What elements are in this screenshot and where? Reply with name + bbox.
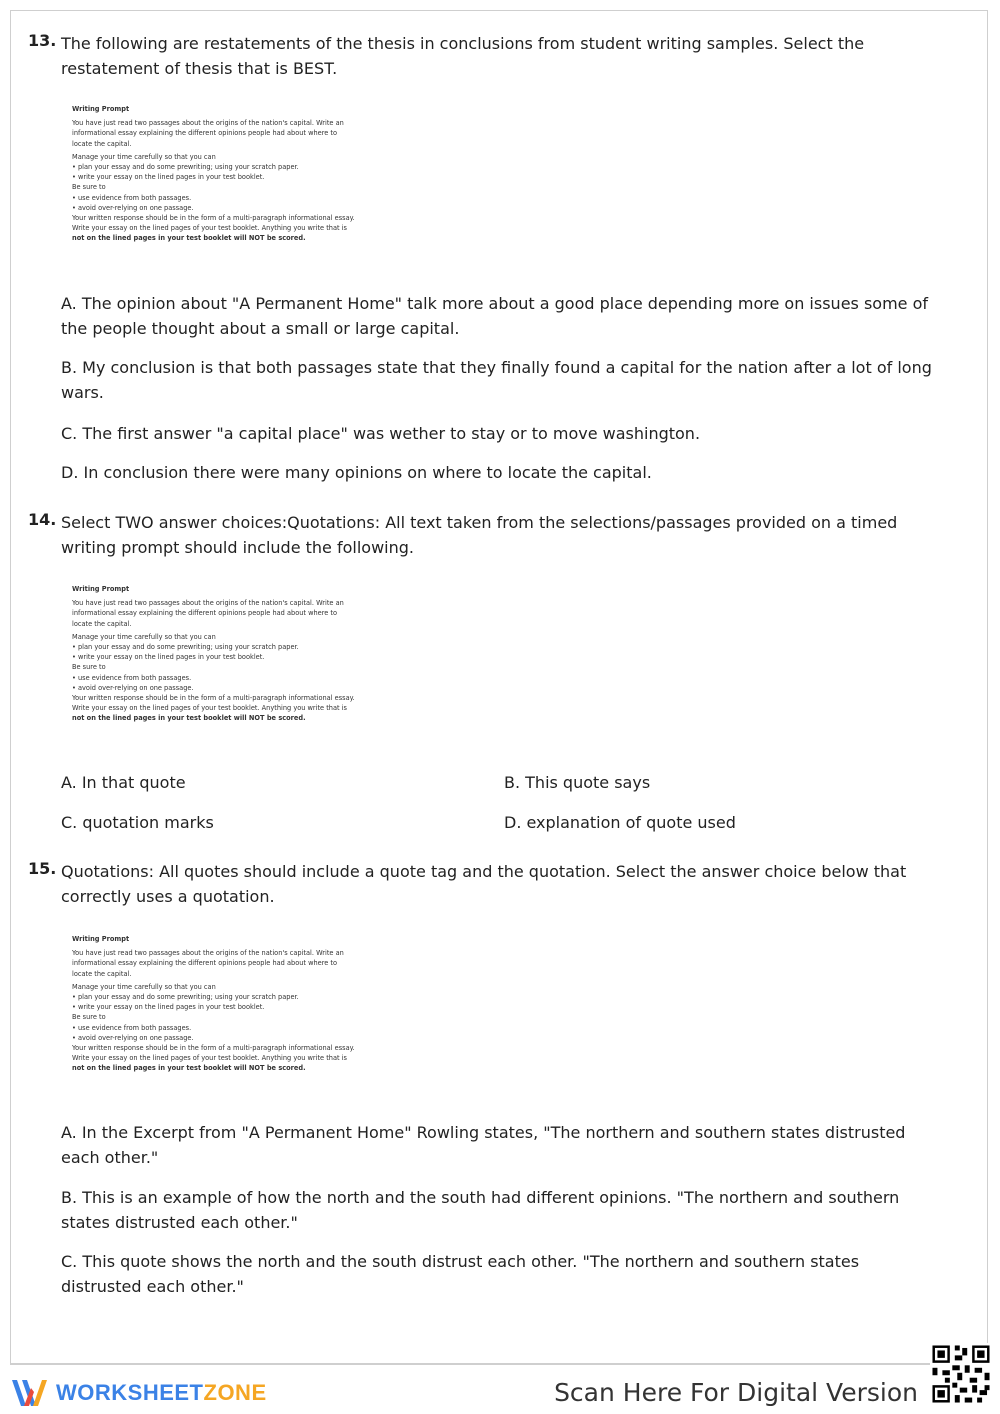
- prompt-line: • write your essay on the lined pages in your test booklet.: [72, 173, 265, 182]
- prompt-line: Write your essay on the lined pages of your test booklet. Anything you write that is: [72, 224, 347, 233]
- prompt-title: Writing Prompt: [72, 105, 130, 113]
- answer-option[interactable]: C. quotation marks: [61, 813, 214, 832]
- logo-text-zone: ZONE: [203, 1380, 267, 1405]
- prompt-title: Writing Prompt: [72, 935, 130, 943]
- question-text: The following are restatements of the thesis in conclusions from student writing samples. Select the restatement of thesis that is BEST.: [61, 34, 865, 78]
- prompt-line: Your written response should be in the form of a multi-paragraph informational essay.: [72, 694, 355, 703]
- prompt-line: locate the capital.: [72, 139, 132, 148]
- prompt-line: informational essay explaining the different opinions people had about where to: [72, 609, 338, 618]
- answer-option[interactable]: D. In conclusion there were many opinions on where to locate the capital.: [61, 463, 652, 482]
- answer-option[interactable]: D. explanation of quote used: [504, 813, 736, 832]
- prompt-line: • use evidence from both passages.: [72, 1023, 192, 1032]
- logo-text-worksheet: WORKSHEET: [56, 1380, 204, 1405]
- prompt-line: • use evidence from both passages.: [72, 673, 192, 682]
- logo-w-icon: [10, 1376, 50, 1410]
- scan-here-text: Scan Here For Digital Version: [554, 1378, 918, 1407]
- answer-option[interactable]: C. The first answer "a capital place" was wether to stay or to move washington.: [61, 424, 701, 443]
- prompt-line: • use evidence from both passages.: [72, 193, 192, 202]
- answer-option[interactable]: B. This is an example of how the north and the south had different opinions. "The northern and southern states distrusted each other.": [61, 1188, 900, 1232]
- prompt-line: • avoid over-relying on one passage.: [72, 1033, 194, 1042]
- prompt-line: locate the capital.: [72, 619, 132, 628]
- prompt-line: You have just read two passages about the origins of the nation's capital. Write an: [72, 949, 344, 958]
- question-text: Quotations: All quotes should include a quote tag and the quotation. Select the answer choice below that correctly uses a quotation.: [61, 862, 907, 906]
- prompt-line: • plan your essay and do some prewriting; using your scratch paper.: [72, 163, 299, 172]
- prompt-line: locate the capital.: [72, 969, 132, 978]
- footer-divider: [10, 1364, 988, 1365]
- prompt-line: Be sure to: [72, 183, 106, 192]
- answer-option[interactable]: B. This quote says: [504, 773, 651, 792]
- prompt-line: • plan your essay and do some prewriting; using your scratch paper.: [72, 643, 299, 652]
- prompt-line: You have just read two passages about the origins of the nation's capital. Write an: [72, 119, 344, 128]
- writing-prompt-image: [72, 104, 392, 244]
- prompt-line: • write your essay on the lined pages in your test booklet.: [72, 1003, 265, 1012]
- prompt-line: informational essay explaining the different opinions people had about where to: [72, 129, 338, 138]
- answer-option[interactable]: B. My conclusion is that both passages state that they finally found a capital for the nation after a lot of long wars.: [61, 358, 932, 402]
- qr-code-icon[interactable]: [930, 1343, 992, 1405]
- answer-option[interactable]: A. In the Excerpt from "A Permanent Home" Rowling states, "The northern and southern states distrusted each other.": [61, 1123, 906, 1167]
- prompt-line: informational essay explaining the different opinions people had about where to: [72, 959, 338, 968]
- answer-option[interactable]: A. In that quote: [61, 773, 186, 792]
- writing-prompt-image: [72, 934, 392, 1074]
- writing-prompt-image: [72, 584, 392, 724]
- prompt-line: • write your essay on the lined pages in your test booklet.: [72, 653, 265, 662]
- prompt-line: Manage your time carefully so that you can: [72, 982, 216, 991]
- prompt-line: not on the lined pages in your test booklet will NOT be scored.: [72, 1064, 306, 1073]
- prompt-line: Be sure to: [72, 663, 106, 672]
- prompt-line: You have just read two passages about the origins of the nation's capital. Write an: [72, 599, 344, 608]
- prompt-title: Writing Prompt: [72, 585, 130, 593]
- prompt-line: Your written response should be in the form of a multi-paragraph informational essay.: [72, 214, 355, 223]
- prompt-line: Be sure to: [72, 1013, 106, 1022]
- prompt-line: • avoid over-relying on one passage.: [72, 683, 194, 692]
- prompt-line: Manage your time carefully so that you can: [72, 152, 216, 161]
- prompt-line: Write your essay on the lined pages of your test booklet. Anything you write that is: [72, 1054, 347, 1063]
- prompt-line: not on the lined pages in your test booklet will NOT be scored.: [72, 714, 306, 723]
- question-number: 13.: [28, 31, 57, 50]
- answer-option[interactable]: C. This quote shows the north and the south distrust each other. "The northern and southern states distrusted each other.": [61, 1252, 860, 1296]
- prompt-line: Your written response should be in the form of a multi-paragraph informational essay.: [72, 1044, 355, 1053]
- prompt-line: Manage your time carefully so that you can: [72, 632, 216, 641]
- prompt-line: Write your essay on the lined pages of your test booklet. Anything you write that is: [72, 704, 347, 713]
- question-number: 14.: [28, 510, 57, 529]
- worksheetzone-logo: [10, 1376, 267, 1410]
- prompt-line: • plan your essay and do some prewriting; using your scratch paper.: [72, 993, 299, 1002]
- prompt-line: not on the lined pages in your test booklet will NOT be scored.: [72, 234, 306, 243]
- prompt-line: • avoid over-relying on one passage.: [72, 203, 194, 212]
- question-number: 15.: [28, 859, 57, 878]
- question-text: Select TWO answer choices:Quotations: All text taken from the selections/passages provided on a timed writing prompt should include the following.: [61, 513, 898, 557]
- answer-option[interactable]: A. The opinion about "A Permanent Home" talk more about a good place depending more on issues some of the people thought about a small or large capital.: [61, 294, 929, 338]
